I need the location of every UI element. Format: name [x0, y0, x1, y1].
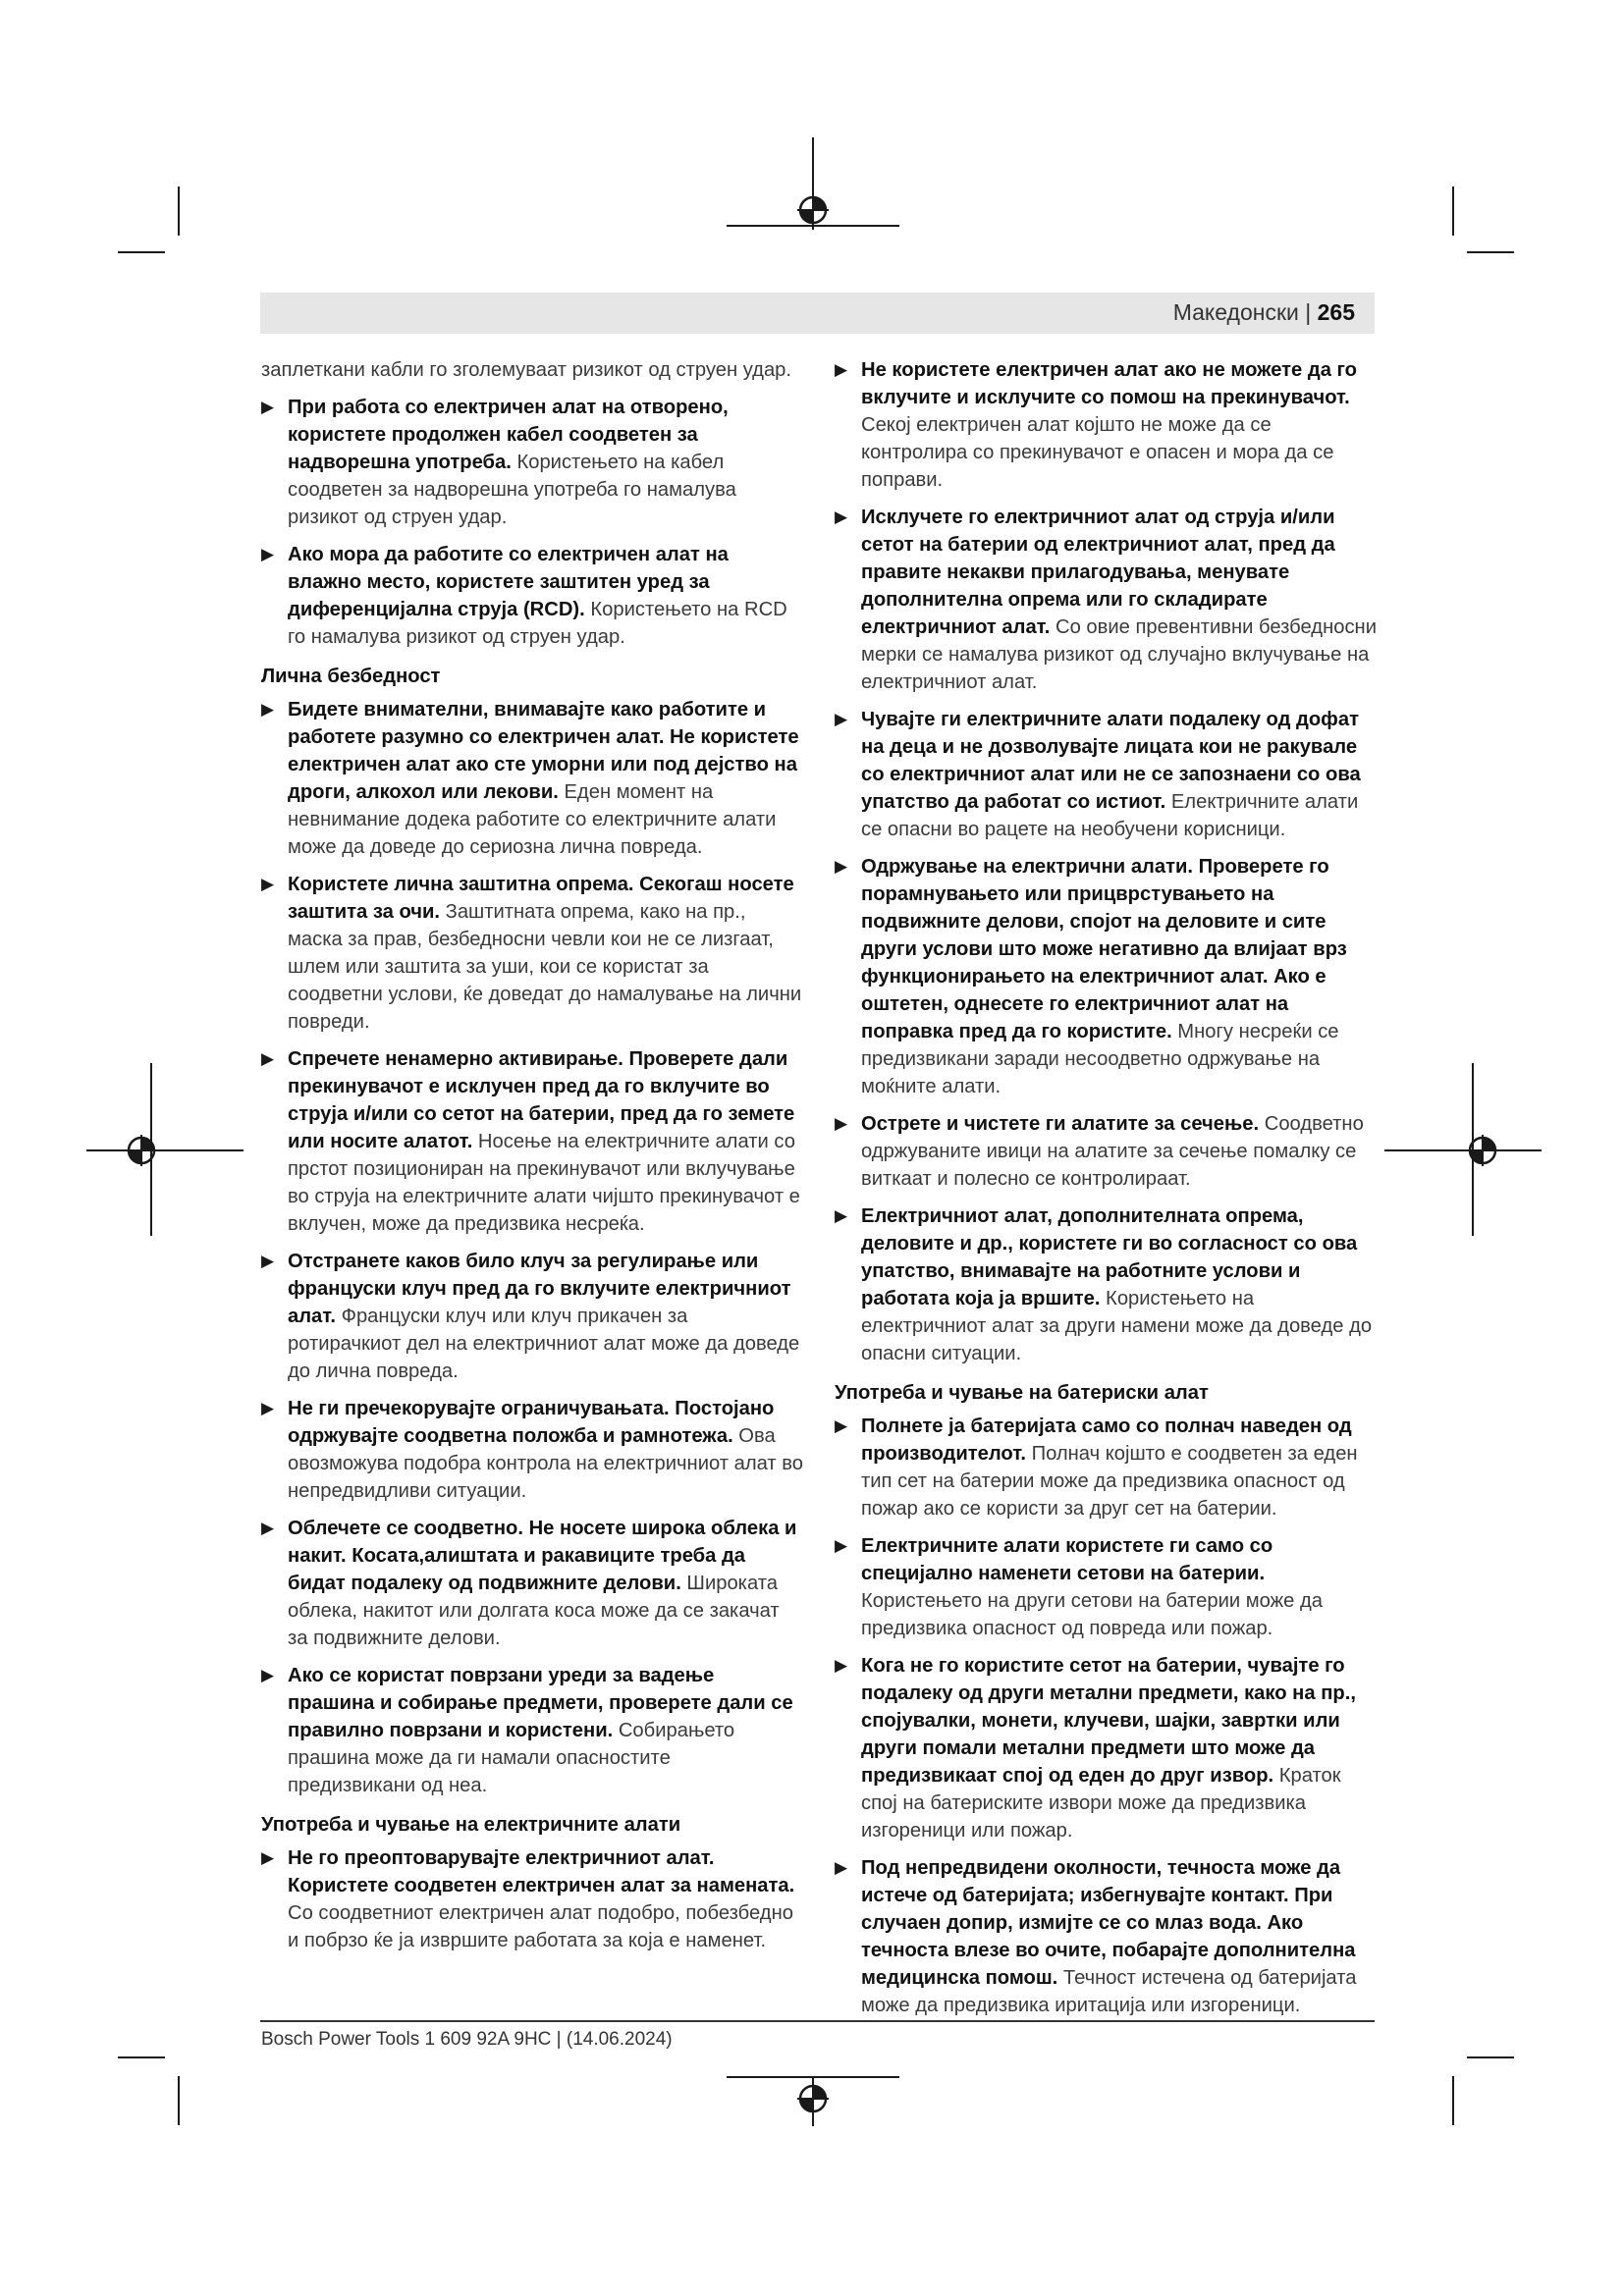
- item-normal-text: Носење на електричните алати со прстот позициониран на прекинувачот или вклучување во струја на електричните алати чијшто прекинувачот е вклучен, може да предизвика несреќа.: [288, 1131, 800, 1235]
- item-bold-text: Кога не го користите сетот на батерии, чувајте го подалеку од други метални предмети, како на пр., спојувалки, монети, клучеви, шајки, завртки или други помали метални предмети што може да предизвикаат спој од еден до друг извор.: [861, 1655, 1356, 1787]
- crop-mark: [1452, 187, 1454, 236]
- list-item: [835, 1110, 1377, 1193]
- item-bold-text: Користете лична заштитна опрема. Секогаш носете заштита за очи.: [288, 874, 794, 923]
- item-bold-text: Не го преоптоварувајте електричниот алат. Користете соодветен електричен алат за намената.: [288, 1847, 795, 1896]
- page-header: [260, 293, 1375, 334]
- item-normal-text: Собирањето прашина може да ги намали опасностите предизвикани од неа.: [288, 1720, 735, 1796]
- left-column: [261, 356, 803, 1964]
- bullet-arrow-icon: ▶: [261, 398, 275, 416]
- crop-mark: [1452, 2076, 1454, 2125]
- item-normal-text: Ова овозможува подобра контрола на електричниот алат во непредвидливи ситуации.: [288, 1425, 803, 1502]
- item-bold-text: Ако се користат поврзани уреди за вадење прашина и собирање предмети, проверете дали се правилно поврзани и користени.: [288, 1665, 793, 1741]
- list-item: [835, 1413, 1377, 1522]
- list-item: [835, 706, 1377, 843]
- item-bold-text: Под непредвидени околности, течноста може да истече од батеријата; избегнувајте контакт. При случаен допир, измијте се со млаз вода. Ако течноста влезе во очите, побарајте дополнителна медицинска помош.: [861, 1857, 1356, 1989]
- header-text: Македонски | 265: [1172, 299, 1355, 325]
- bullet-arrow-icon: ▶: [835, 507, 848, 526]
- item-normal-text: Секој електричен алат којшто не може да се контролира со прекинувачот е опасен и мора да се поправи.: [861, 414, 1334, 491]
- list-item: [261, 1395, 803, 1505]
- item-bold-text: Електричните алати користете ги само со специјално наменети сетови на батерии.: [861, 1535, 1273, 1584]
- bullet-arrow-icon: ▶: [835, 1114, 848, 1133]
- list-item: [261, 1045, 803, 1238]
- bullet-arrow-icon: ▶: [835, 360, 848, 379]
- bullet-arrow-icon: ▶: [835, 1858, 848, 1877]
- bullet-arrow-icon: ▶: [835, 710, 848, 728]
- item-normal-text: Користењето на RCD го намалува ризикот од струен удар.: [288, 599, 787, 648]
- bullet-arrow-icon: ▶: [261, 1399, 275, 1417]
- section-heading-power-tool-use: Употреба и чување на електричните алати: [261, 1814, 681, 1836]
- list-block: [261, 1844, 803, 1954]
- item-bold-text: Острете и чистете ги алатите за сечење.: [861, 1113, 1260, 1135]
- list-block: [261, 696, 803, 1799]
- list-item: [261, 1515, 803, 1652]
- continuation-text: заплеткани кабли го зголемуваат ризикот од струен удар.: [261, 359, 792, 381]
- item-normal-text: Користењето на електричниот алат за други намени може да доведе до опасни ситуации.: [861, 1288, 1373, 1364]
- crop-mark: [118, 2056, 165, 2058]
- bullet-arrow-icon: ▶: [835, 1206, 848, 1225]
- crop-mark: [727, 2076, 899, 2078]
- item-bold-text: Чувајте ги електричните алати подалеку од дофат на деца и не дозволувајте лицата кои не ракувале со електричниот алат или не се запознаени со ова упатство да работат со истиот.: [861, 709, 1361, 813]
- footer-divider: [260, 2020, 1375, 2022]
- item-bold-text: Спречете ненамерно активирање. Проверете дали прекинувачот е исклучен пред да го вклучите во струја и/или со сетот на батерии, пред да го земете или носите алатот.: [288, 1048, 795, 1152]
- item-normal-text: Полнач којшто е соодветен за еден тип сет на батерии може да предизвика опасност од пожар ако се користи за друг сет на батерии.: [861, 1443, 1358, 1520]
- section-heading-personal-safety: Лична безбедност: [261, 666, 441, 687]
- registration-mark-icon: [1467, 1135, 1498, 1166]
- item-bold-text: Исклучете го електричниот алат од струја и/или сетот на батерии од електричниот алат, пред да правите некакви прилагодувања, менувате дополнителна опрема или го складирате електричниот алат.: [861, 507, 1335, 638]
- item-bold-text: Отстранете каков било клуч за регулирање или француски клуч пред да го вклучите електричниот алат.: [288, 1251, 791, 1327]
- item-normal-text: Француски клуч или клуч прикачен за ротирачкиот дел на електричниот алат може да доведе до лична повреда.: [288, 1306, 800, 1382]
- crop-mark: [1384, 1149, 1542, 1151]
- list-item: [261, 1248, 803, 1385]
- footer-text: Bosch Power Tools 1 609 92A 9HC | (14.06.2024): [261, 2029, 673, 2050]
- bullet-arrow-icon: ▶: [261, 1049, 275, 1068]
- bullet-arrow-icon: ▶: [835, 1416, 848, 1435]
- bullet-arrow-icon: ▶: [261, 1666, 275, 1684]
- list-item: [835, 356, 1377, 494]
- list-item: [261, 394, 803, 531]
- crop-mark: [178, 2076, 180, 2125]
- crop-mark: [118, 251, 165, 253]
- item-normal-text: Краток спој на батериските извори може да предизвика изгореници или пожар.: [861, 1765, 1341, 1842]
- item-normal-text: Широката облека, накитот или долгата коса може да се закачат за подвижните делови.: [288, 1573, 780, 1649]
- registration-mark-icon: [797, 194, 829, 226]
- item-normal-text: Течност истечена од батеријата може да предизвика иритација или изгореници.: [861, 1967, 1357, 2016]
- list-block: [261, 394, 803, 651]
- crop-mark: [1467, 251, 1514, 253]
- list-item: [261, 1662, 803, 1799]
- list-item: [835, 853, 1377, 1100]
- item-normal-text: Многу несреќи се предизвикани заради несоодветно одржување на моќните алати.: [861, 1021, 1339, 1097]
- right-column: [835, 356, 1377, 2029]
- registration-mark-icon: [126, 1135, 157, 1166]
- item-bold-text: Полнете ја батеријата само со полнач наведен од производителот.: [861, 1415, 1352, 1465]
- item-normal-text: Електричните алати се опасни во рацете на необучени корисници.: [861, 791, 1359, 840]
- item-bold-text: Ако мора да работите со електричен алат на влажно место, користете заштитен уред за диференцијална струја (RCD).: [288, 544, 729, 620]
- item-bold-text: Не користете електричен алат ако не можете да го вклучите и исклучите со помош на прекинувачот.: [861, 359, 1358, 408]
- list-item: [261, 871, 803, 1036]
- bullet-arrow-icon: ▶: [261, 545, 275, 563]
- bullet-arrow-icon: ▶: [835, 1536, 848, 1555]
- list-block: [835, 356, 1377, 1367]
- item-bold-text: При работа со електричен алат на отворено, користете продолжен кабел соодветен за надворешна употреба.: [288, 397, 729, 473]
- registration-mark-icon: [797, 2083, 829, 2114]
- item-bold-text: Бидете внимателни, внимавајте како работите и работете разумно со електричен алат. Не користете електричен алат ако сте уморни или под дејство на дроги, алкохол или лекови.: [288, 699, 799, 803]
- crop-mark: [86, 1149, 244, 1151]
- bullet-arrow-icon: ▶: [261, 1252, 275, 1270]
- item-bold-text: Електричниот алат, дополнителната опрема, деловите и др., користете ги во согласност со ова упатство, внимавајте на работните услови и работата која ја вршите.: [861, 1205, 1358, 1309]
- crop-mark: [178, 187, 180, 236]
- item-normal-text: Со соодветниот електричен алат подобро, побезбедно и побрзо ќе ја извршите работата за која е наменет.: [288, 1902, 793, 1951]
- item-normal-text: Со овие превентивни безбедносни мерки се намалува ризикот од случајно вклучување на електричниот алат.: [861, 616, 1377, 693]
- bullet-arrow-icon: ▶: [261, 1519, 275, 1537]
- crop-mark: [1467, 2056, 1514, 2058]
- bullet-arrow-icon: ▶: [261, 700, 275, 719]
- item-normal-text: Еден момент на невнимание додека работите со електричните алати може да доведе до сериозна лична повреда.: [288, 781, 777, 858]
- section-heading-battery-tool-use: Употреба и чување на батериски алат: [835, 1382, 1209, 1404]
- bullet-arrow-icon: ▶: [261, 875, 275, 893]
- list-item: [835, 1202, 1377, 1367]
- list-item: [835, 1854, 1377, 2019]
- list-item: [835, 504, 1377, 696]
- list-block: [835, 1413, 1377, 2019]
- bullet-arrow-icon: ▶: [835, 1656, 848, 1675]
- item-bold-text: Не ги пречекорувајте ограничувањата. Постојано одржувајте соодветна положба и рамнотежа.: [288, 1398, 775, 1447]
- bullet-arrow-icon: ▶: [261, 1848, 275, 1867]
- header-language: Македонски: [1172, 299, 1299, 325]
- list-item: [261, 696, 803, 861]
- page-number: 265: [1317, 299, 1355, 325]
- list-item: [835, 1532, 1377, 1642]
- bullet-arrow-icon: ▶: [835, 857, 848, 876]
- item-normal-text: Користењето на кабел соодветен за надворешна употреба го намалува ризикот од струен удар.: [288, 452, 736, 528]
- list-item: [261, 541, 803, 651]
- list-item: [835, 1652, 1377, 1844]
- item-normal-text: Соодветно одржуваните ивици на алатите за сечење помалку се виткаат и полесно се контролираат.: [861, 1113, 1364, 1190]
- item-bold-text: Облечете се соодветно. Не носете широка облека и накит. Косата,алиштата и ракавиците треба да бидат подалеку од подвижните делови.: [288, 1518, 797, 1594]
- item-bold-text: Одржување на електрични алати. Проверете го порамнувањето или прицврстувањето на подвижните делови, спојот на деловите и сите други услови што може негативно да влијаат врз функционирањето на електричниот алат. Ако е оштетен, однесете го електричниот алат на поправка пред да го користите.: [861, 856, 1347, 1042]
- item-normal-text: Користењето на други сетови на батерии може да предизвика опасност од повреда или пожар.: [861, 1590, 1323, 1639]
- list-item: [261, 1844, 803, 1954]
- item-normal-text: Заштитната опрема, како на пр., маска за прав, безбедносни чевли кои не се лизгаат, шлем или заштита за уши, кои се користат за соодветни услови, ќе доведат до намалување на лични повреди.: [288, 901, 802, 1033]
